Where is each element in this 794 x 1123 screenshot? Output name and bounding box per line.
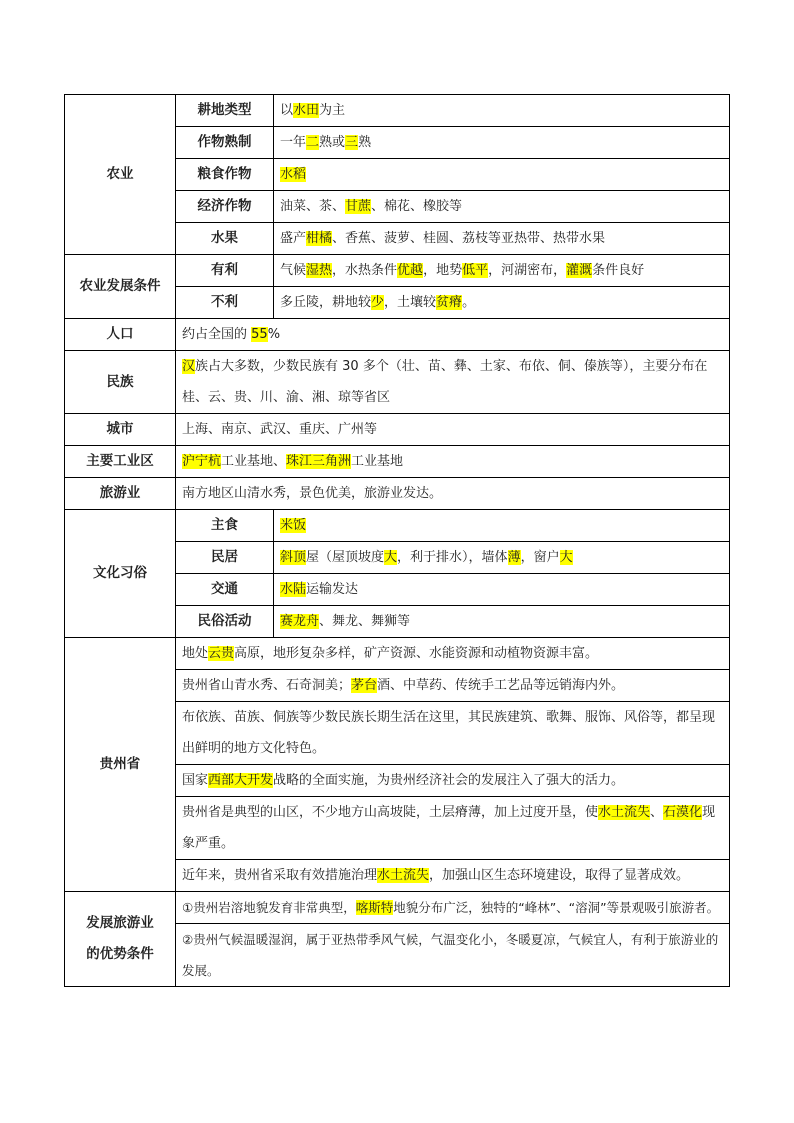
gz-value xyxy=(176,638,730,670)
text-segment: 布依族、苗族、侗族等少数民族长期生活在这里，其民族建筑、歌舞、服饰、风俗等，都呈现出鲜明的地方文化特色。 xyxy=(182,710,716,756)
text-segment: 一年 xyxy=(280,135,307,150)
agri-value xyxy=(274,127,730,159)
highlighted-text: 湿热 xyxy=(306,263,333,278)
agri-value xyxy=(274,159,730,191)
cult-value xyxy=(274,510,730,542)
ind-row xyxy=(65,446,730,478)
highlighted-text: 柑橘 xyxy=(306,231,333,246)
highlighted-text: 斜顶 xyxy=(280,550,307,565)
tour-label: 旅游业 xyxy=(65,478,176,510)
adv-row-0 xyxy=(65,892,730,924)
adv-label xyxy=(65,892,176,987)
geography-table xyxy=(64,94,730,987)
tour-row xyxy=(65,478,730,510)
text-segment: 气候 xyxy=(280,263,307,278)
highlighted-text: 少 xyxy=(371,295,385,310)
text-segment: 油菜、茶、 xyxy=(280,199,346,214)
highlighted-text: 石漠化 xyxy=(663,805,703,820)
cond-key: 有利 xyxy=(176,255,274,287)
text-segment: 贵州省是典型的山区，不少地方山高坡陡，土层瘠薄，加上过度开垦，使 xyxy=(182,805,599,820)
text-segment: 运输发达 xyxy=(306,582,359,597)
text-segment: 熟 xyxy=(358,135,372,150)
agri-value xyxy=(274,191,730,223)
text-segment: 熟或 xyxy=(319,135,346,150)
highlighted-text: 喀斯特 xyxy=(355,900,394,915)
pop-row xyxy=(65,319,730,351)
text-segment: 上海、南京、武汉、重庆、广州等 xyxy=(182,422,378,437)
text-segment: 南方地区山清水秀，景色优美，旅游业发达。 xyxy=(182,486,443,501)
text-segment: 、香蕉、菠萝、桂圆、荔枝等亚热带、热带水果 xyxy=(332,231,606,246)
gz-value xyxy=(176,860,730,892)
highlighted-text: 水稻 xyxy=(280,167,307,182)
agri-key: 水果 xyxy=(176,223,274,255)
highlighted-text: 珠江三角洲 xyxy=(286,454,352,469)
city-label: 城市 xyxy=(65,414,176,446)
text-segment: 战略的全面实施，为贵州经济社会的发展注入了强大的活力。 xyxy=(273,773,625,788)
text-segment: 酒、中草药、传统手工艺品等远销海内外。 xyxy=(377,678,625,693)
highlighted-text: 二 xyxy=(306,135,320,150)
highlighted-text: 贫瘠 xyxy=(436,295,463,310)
cult-key: 民俗活动 xyxy=(176,606,274,638)
text-segment: 地处 xyxy=(182,646,209,661)
highlighted-text: 沪宁杭 xyxy=(182,454,222,469)
text-segment: 国家 xyxy=(182,773,209,788)
text-segment: 地貌分布广泛，独特的“峰林”、“溶洞”等景观吸引旅游者。 xyxy=(393,900,720,915)
text-segment: 族占大多数，少数民族有 30 多个（壮、苗、彝、土家、布依、侗、傣族等），主要分布在桂、云、贵、川、渝、湘、琼等省区 xyxy=(182,359,708,405)
text-segment: 现象严重。 xyxy=(182,805,716,851)
cult-value xyxy=(274,542,730,574)
highlighted-text: 灌溉 xyxy=(566,263,593,278)
text-segment: ，水热条件 xyxy=(332,263,398,278)
text-segment: 。 xyxy=(462,295,476,310)
text-segment: 、 xyxy=(650,805,664,820)
cult-label: 文化习俗 xyxy=(65,510,176,638)
gz-label: 贵州省 xyxy=(65,638,176,892)
highlighted-text: 水土流失 xyxy=(598,805,651,820)
agri-key: 作物熟制 xyxy=(176,127,274,159)
highlighted-text: 水田 xyxy=(293,103,320,118)
agri-key: 经济作物 xyxy=(176,191,274,223)
text-segment: ，利于排水），墙体 xyxy=(397,550,508,565)
gz-value xyxy=(176,765,730,797)
highlighted-text: 55 xyxy=(251,327,268,342)
highlighted-text: 甘蔗 xyxy=(345,199,372,214)
highlighted-text: 汉 xyxy=(182,359,196,374)
agri-value xyxy=(274,95,730,127)
cult-value xyxy=(274,574,730,606)
text-segment: ，土壤较 xyxy=(384,295,437,310)
pop-value xyxy=(176,319,730,351)
gz-value xyxy=(176,702,730,765)
eth-value xyxy=(176,351,730,414)
text-segment: 、棉花、橡胶等 xyxy=(371,199,463,214)
text-segment: 工业基地 xyxy=(351,454,404,469)
text-segment: ①贵州岩溶地貌发育非常典型， xyxy=(182,900,356,915)
agri-label: 农业 xyxy=(65,95,176,255)
cond-key: 不利 xyxy=(176,287,274,319)
tour-value xyxy=(176,478,730,510)
cond-label: 农业发展条件 xyxy=(65,255,176,319)
eth-label: 民族 xyxy=(65,351,176,414)
gz-row-0 xyxy=(65,638,730,670)
adv-label-line2: 的优势条件 xyxy=(86,946,154,962)
highlighted-text: 赛龙舟 xyxy=(280,614,320,629)
cond-value xyxy=(274,287,730,319)
gz-value xyxy=(176,670,730,702)
text-segment: ，河湖密布， xyxy=(488,263,567,278)
text-segment: 高原，地形复杂多样，矿产资源、水能资源和动植物资源丰富。 xyxy=(234,646,599,661)
text-segment: 屋（屋顶坡度 xyxy=(306,550,385,565)
highlighted-text: 大 xyxy=(559,550,573,565)
cult-key: 主食 xyxy=(176,510,274,542)
agri-key: 粮食作物 xyxy=(176,159,274,191)
highlighted-text: 云贵 xyxy=(208,646,235,661)
text-segment: 近年来，贵州省采取有效措施治理 xyxy=(182,868,378,883)
text-segment: ，窗户 xyxy=(520,550,560,565)
gz-value xyxy=(176,797,730,860)
agri-key: 耕地类型 xyxy=(176,95,274,127)
text-segment: ②贵州气候温暖湿润，属于亚热带季风气候，气温变化小，冬暖夏凉，气候宜人，有利于旅游业的发展。 xyxy=(182,932,719,978)
cult-key: 民居 xyxy=(176,542,274,574)
cult-value xyxy=(274,606,730,638)
highlighted-text: 米饭 xyxy=(280,518,307,533)
text-segment: ，地势 xyxy=(423,263,463,278)
text-segment: 以 xyxy=(280,103,294,118)
highlighted-text: 优越 xyxy=(397,263,424,278)
cond-row-0 xyxy=(65,255,730,287)
highlighted-text: 薄 xyxy=(507,550,521,565)
text-segment: 盛产 xyxy=(280,231,307,246)
eth-row xyxy=(65,351,730,414)
highlighted-text: 三 xyxy=(345,135,359,150)
ind-label: 主要工业区 xyxy=(65,446,176,478)
agri-value xyxy=(274,223,730,255)
adv-value xyxy=(176,892,730,924)
text-segment: ，加强山区生态环境建设，取得了显著成效。 xyxy=(429,868,690,883)
highlighted-text: 低平 xyxy=(462,263,489,278)
text-segment: 约占全国的 xyxy=(182,327,252,342)
cond-value xyxy=(274,255,730,287)
text-segment: % xyxy=(267,327,281,342)
text-segment: 、舞龙、舞狮等 xyxy=(319,614,411,629)
adv-label-line1: 发展旅游业 xyxy=(86,915,154,931)
city-row xyxy=(65,414,730,446)
highlighted-text: 西部大开发 xyxy=(208,773,274,788)
highlighted-text: 水陆 xyxy=(280,582,307,597)
pop-label: 人口 xyxy=(65,319,176,351)
text-segment: 为主 xyxy=(319,103,346,118)
city-value xyxy=(176,414,730,446)
ind-value xyxy=(176,446,730,478)
highlighted-text: 茅台 xyxy=(351,678,378,693)
highlighted-text: 大 xyxy=(384,550,398,565)
text-segment: 工业基地、 xyxy=(221,454,287,469)
highlighted-text: 水土流失 xyxy=(377,868,430,883)
cult-key: 交通 xyxy=(176,574,274,606)
text-segment: 贵州省山青水秀、石奇洞美； xyxy=(182,678,352,693)
adv-value xyxy=(176,924,730,987)
cult-row-0 xyxy=(65,510,730,542)
text-segment: 条件良好 xyxy=(592,263,645,278)
text-segment: 多丘陵，耕地较 xyxy=(280,295,372,310)
agri-row-0 xyxy=(65,95,730,127)
